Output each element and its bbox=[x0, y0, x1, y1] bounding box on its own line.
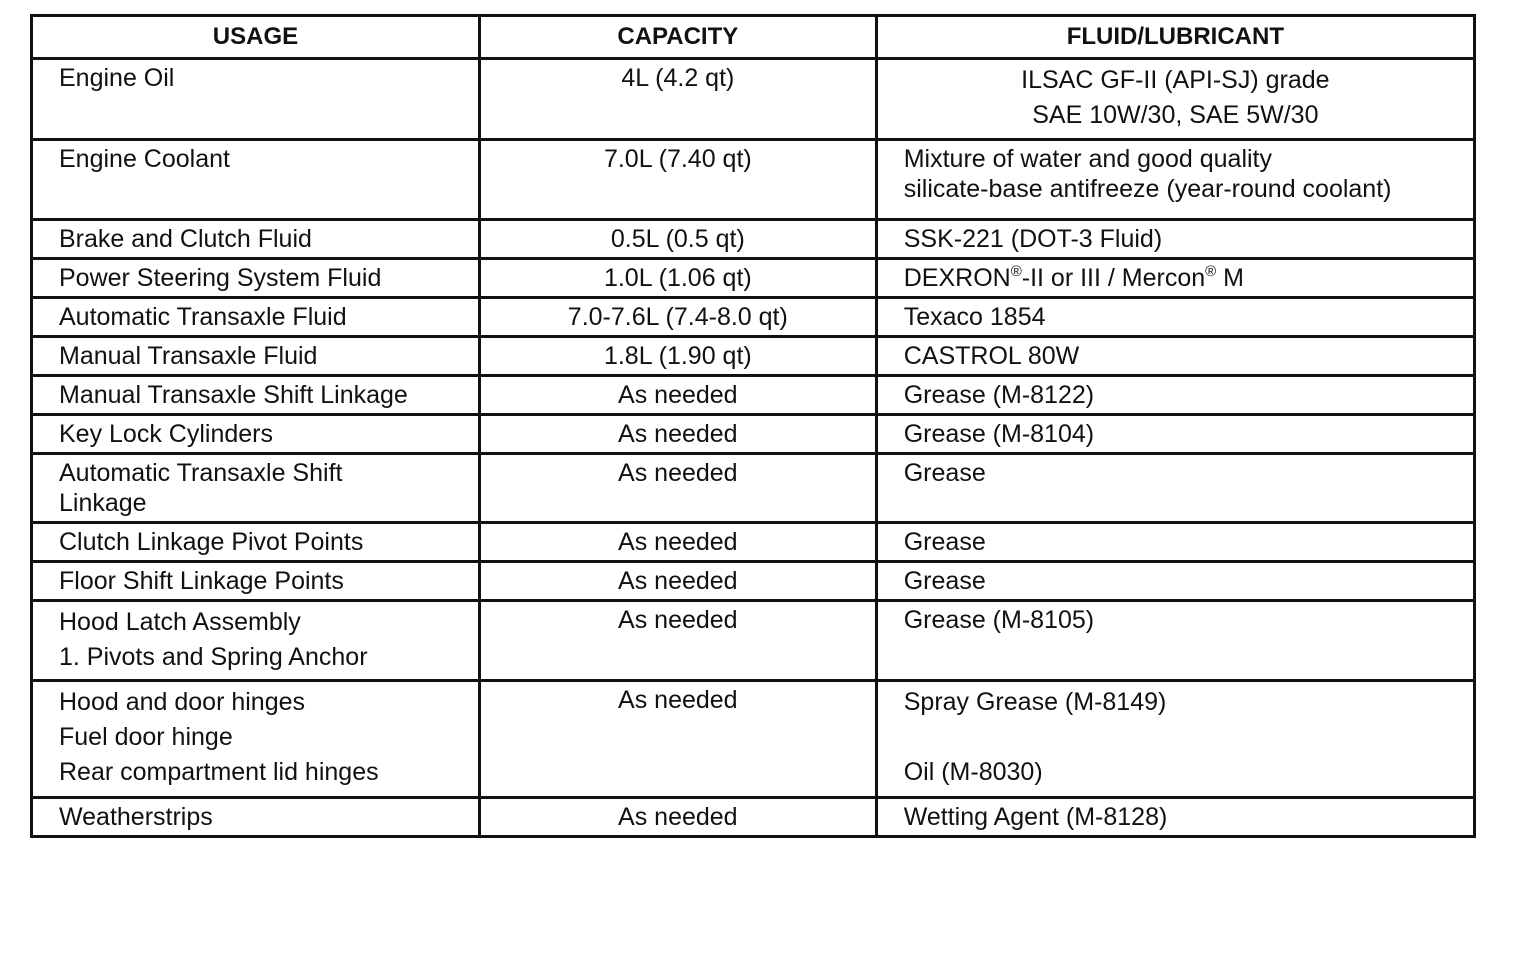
capacity-cell: As needed bbox=[479, 415, 876, 454]
fluid-cell bbox=[876, 798, 1474, 837]
usage-text: 1. Pivots and Spring Anchor bbox=[59, 643, 368, 671]
usage-cell bbox=[32, 259, 480, 298]
usage-text: Floor Shift Linkage Points bbox=[59, 567, 344, 595]
usage-cell bbox=[32, 681, 480, 798]
fluid-text: SSK-221 (DOT-3 Fluid) bbox=[903, 225, 1163, 253]
fluid-brand-dexron: DEXRON bbox=[903, 264, 1011, 292]
usage-cell bbox=[32, 601, 480, 681]
fluid-cell bbox=[876, 523, 1474, 562]
fluid-grade: M bbox=[1216, 264, 1244, 292]
fluid-cell bbox=[876, 337, 1474, 376]
fluid-cell bbox=[876, 298, 1474, 337]
table-row bbox=[32, 415, 1475, 454]
usage-cell bbox=[32, 220, 480, 259]
capacity-cell: 4L (4.2 qt) bbox=[479, 59, 876, 140]
usage-text: Rear compartment lid hinges bbox=[59, 758, 379, 786]
capacity-cell: As needed bbox=[479, 523, 876, 562]
registered-mark: ® bbox=[1010, 263, 1022, 280]
table-row bbox=[32, 454, 1475, 523]
fluid-capacity-table bbox=[30, 14, 1476, 838]
table-row bbox=[32, 798, 1475, 837]
capacity-cell: As needed bbox=[479, 798, 876, 837]
usage-cell bbox=[32, 415, 480, 454]
table-header-row bbox=[32, 16, 1475, 59]
fluid-cell bbox=[876, 140, 1474, 220]
capacity-cell: 7.0L (7.40 qt) bbox=[479, 140, 876, 220]
fluid-text: Wetting Agent (M-8128) bbox=[903, 803, 1168, 831]
usage-text: Linkage bbox=[59, 489, 147, 517]
fluid-text: SAE 10W/30, SAE 5W/30 bbox=[1032, 101, 1319, 129]
fluid-cell bbox=[876, 454, 1474, 523]
capacity-cell: As needed bbox=[479, 681, 876, 798]
usage-text: Manual Transaxle Fluid bbox=[59, 342, 318, 370]
fluid-cell bbox=[876, 59, 1474, 140]
fluid-text: Grease (M-8104) bbox=[903, 420, 1095, 448]
fluid-text: Grease (M-8122) bbox=[903, 381, 1095, 409]
table-row bbox=[32, 259, 1475, 298]
usage-text: Key Lock Cylinders bbox=[59, 420, 273, 448]
fluid-cell bbox=[876, 259, 1474, 298]
usage-text: Clutch Linkage Pivot Points bbox=[59, 528, 364, 556]
fluid-cell bbox=[876, 415, 1474, 454]
table-row bbox=[32, 140, 1475, 220]
spacer bbox=[904, 720, 1467, 755]
fluid-text: Oil (M-8030) bbox=[903, 758, 1043, 786]
usage-text: Manual Transaxle Shift Linkage bbox=[59, 381, 408, 409]
table-row bbox=[32, 562, 1475, 601]
usage-cell bbox=[32, 337, 480, 376]
usage-cell bbox=[32, 523, 480, 562]
usage-cell bbox=[32, 798, 480, 837]
fluid-cell bbox=[876, 220, 1474, 259]
fluid-cell bbox=[876, 601, 1474, 681]
table-row bbox=[32, 220, 1475, 259]
usage-text: Hood Latch Assembly bbox=[59, 608, 301, 636]
fluid-text: Mixture of water and good quality bbox=[903, 145, 1272, 173]
table-row bbox=[32, 523, 1475, 562]
fluid-cell bbox=[876, 681, 1474, 798]
fluid-text bbox=[904, 263, 1467, 293]
capacity-cell: As needed bbox=[479, 601, 876, 681]
usage-text: Power Steering System Fluid bbox=[59, 264, 382, 292]
table-row bbox=[32, 681, 1475, 798]
table-row bbox=[32, 298, 1475, 337]
fluid-text: ILSAC GF-II (API-SJ) grade bbox=[1021, 66, 1330, 94]
table-row bbox=[32, 376, 1475, 415]
fluid-text: Spray Grease (M-8149) bbox=[903, 688, 1167, 716]
fluid-cell bbox=[876, 376, 1474, 415]
usage-cell bbox=[32, 298, 480, 337]
capacity-cell: As needed bbox=[479, 376, 876, 415]
usage-text: Automatic Transaxle Shift bbox=[59, 459, 343, 487]
usage-text: Fuel door hinge bbox=[59, 723, 233, 751]
capacity-cell: 7.0-7.6L (7.4-8.0 qt) bbox=[479, 298, 876, 337]
fluid-cell bbox=[876, 562, 1474, 601]
header-fluid-lubricant: FLUID/LUBRICANT bbox=[876, 16, 1474, 59]
registered-mark: ® bbox=[1205, 263, 1217, 280]
usage-cell bbox=[32, 562, 480, 601]
table-row bbox=[32, 59, 1475, 140]
fluid-text: Grease bbox=[903, 459, 986, 487]
usage-text: Engine Coolant bbox=[59, 145, 230, 173]
capacity-cell: 1.0L (1.06 qt) bbox=[479, 259, 876, 298]
usage-text: Brake and Clutch Fluid bbox=[59, 225, 312, 253]
fluid-text: Grease (M-8105) bbox=[903, 606, 1095, 634]
capacity-cell: As needed bbox=[479, 562, 876, 601]
usage-cell bbox=[32, 376, 480, 415]
fluid-text: silicate-base antifreeze (year-round coolant) bbox=[903, 175, 1392, 203]
capacity-cell: As needed bbox=[479, 454, 876, 523]
fluid-text: Grease bbox=[903, 528, 986, 556]
capacity-cell: 1.8L (1.90 qt) bbox=[479, 337, 876, 376]
table-row bbox=[32, 601, 1475, 681]
usage-text: Hood and door hinges bbox=[59, 688, 306, 716]
table-row bbox=[32, 337, 1475, 376]
usage-text: Weatherstrips bbox=[59, 803, 213, 831]
header-usage: USAGE bbox=[32, 16, 480, 59]
usage-cell bbox=[32, 454, 480, 523]
usage-text: Automatic Transaxle Fluid bbox=[59, 303, 347, 331]
fluid-text: CASTROL 80W bbox=[903, 342, 1080, 370]
usage-cell bbox=[32, 140, 480, 220]
usage-cell bbox=[32, 59, 480, 140]
fluid-brand-mercon: -II or III / Mercon bbox=[1021, 264, 1206, 292]
usage-text: Engine Oil bbox=[59, 64, 175, 92]
header-capacity: CAPACITY bbox=[479, 16, 876, 59]
capacity-cell: 0.5L (0.5 qt) bbox=[479, 220, 876, 259]
fluid-text: Grease bbox=[903, 567, 986, 595]
fluid-text: Texaco 1854 bbox=[903, 303, 1046, 331]
